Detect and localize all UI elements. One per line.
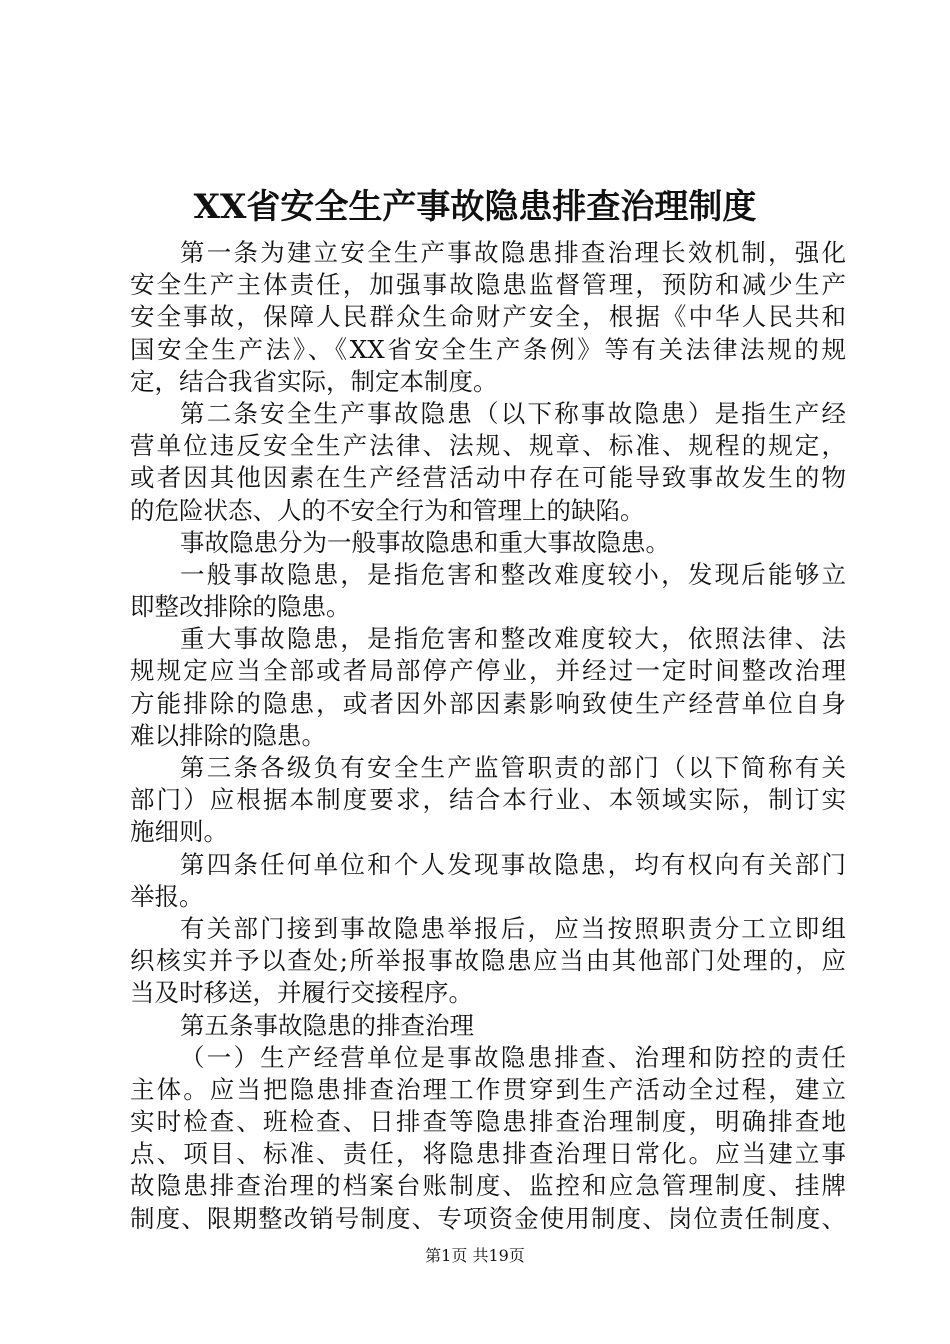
body-line: 安全事故，保障人民群众生命财产安全，根据《中华人民共和: [130, 302, 846, 332]
body-line: 点、项目、标准、责任，将隐患排查治理日常化。应当建立事: [130, 1139, 846, 1169]
body-line: 当及时移送，并履行交接程序。: [130, 978, 473, 1008]
body-line: 安全生产主体责任，加强事故隐患监督管理，预防和减少生产: [130, 270, 846, 300]
body-line: 织核实并予以查处;所举报事故隐患应当由其他部门处理的，应: [130, 946, 846, 976]
body-line: 定，结合我省实际，制定本制度。: [130, 366, 498, 396]
body-line: 第二条安全生产事故隐患（以下称事故隐患）是指生产经: [180, 398, 846, 428]
body-line: 的危险状态、人的不安全行为和管理上的缺陷。: [130, 495, 645, 525]
body-line: 第三条各级负有安全生产监管职责的部门（以下简称有关: [180, 753, 846, 782]
body-line: 营单位违反安全生产法律、法规、规章、标准、规程的规定，: [130, 431, 846, 461]
body-line: 第一条为建立安全生产事故隐患排查治理长效机制，强化: [180, 238, 846, 267]
body-line: 主体。应当把隐患排查治理工作贯穿到生产活动全过程，建立: [130, 1074, 846, 1104]
body-line: 施细则。: [130, 817, 228, 847]
document-title: XX省安全生产事故隐患排查治理制度: [193, 187, 757, 227]
body-line: （一）生产经营单位是事故隐患排查、治理和防控的责任: [180, 1042, 846, 1072]
body-line: 实时检查、班检查、日排查等隐患排查治理制度，明确排查地: [130, 1107, 846, 1137]
body-line: 或者因其他因素在生产经营活动中存在可能导致事故发生的物: [130, 463, 846, 493]
body-line: 故隐患排查治理的档案台账制度、监控和应急管理制度、挂牌: [130, 1171, 846, 1201]
body-line: 事故隐患分为一般事故隐患和重大事故隐患。: [180, 527, 670, 557]
body-line: 第五条事故隐患的排查治理: [180, 1010, 474, 1040]
page-footer: 第1页 共19页: [425, 1246, 525, 1265]
body-line: 第四条任何单位和个人发现事故隐患，均有权向有关部门: [180, 849, 846, 879]
body-line: 国安全生产法》、《XX省安全生产条例》等有关法律法规的规: [130, 334, 846, 364]
body-line: 部门）应根据本制度要求，结合本行业、本领域实际，制订实: [130, 785, 846, 815]
body-line: 有关部门接到事故隐患举报后，应当按照职责分工立即组: [180, 913, 846, 943]
body-line: 规规定应当全部或者局部停产停业，并经过一定时间整改治理: [130, 656, 846, 686]
body-line: 难以排除的隐患。: [130, 720, 326, 750]
body-line: 即整改排除的隐患。: [130, 592, 351, 622]
body-line: 重大事故隐患，是指危害和整改难度较大，依照法律、法: [180, 624, 846, 654]
body-line: 一般事故隐患，是指危害和整改难度较小，发现后能够立: [180, 559, 846, 589]
document-body: [130, 237, 846, 1235]
body-line: 举报。: [130, 881, 204, 911]
body-line: 制度、限期整改销号制度、专项资金使用制度、岗位责任制度、: [130, 1203, 846, 1233]
body-line: 方能排除的隐患，或者因外部因素影响致使生产经营单位自身: [130, 688, 846, 718]
